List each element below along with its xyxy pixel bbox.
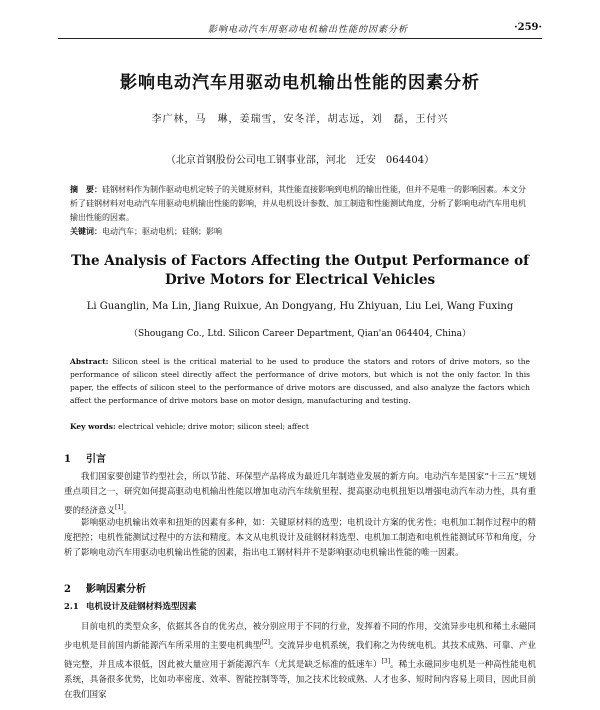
abstract-chinese — [70, 182, 530, 225]
abstract-cn-label: 摘 要： — [70, 184, 102, 194]
section-1-heading — [64, 450, 106, 465]
keywords-en-text: electrical vehicle; drive motor; silicon steel; affect — [115, 422, 309, 431]
citation-ref: [1] — [115, 504, 124, 511]
abstract-en-text: Silicon steel is the critical material to be used to produce the stators and rotors of drive motors, so the performance of silicon steel directly affect the performance of drive motors, but which is not the only factor. In this paper, the effects of silicon steel to the performance of drive motors are discussed, and also analyze the factors which affect the performance of drive motors base on motor design, manufacturing and testing. — [70, 357, 530, 405]
title-en-line2: Drive Motors for Electrical Vehicles — [164, 272, 436, 288]
section-2-1-number: 2.1 — [64, 602, 79, 612]
section-1-paragraph-1 — [64, 470, 536, 519]
abstract-cn-text: 硅钢材料作为制作驱动电机定转子的关键原材料，其性能直接影响到电机的输出性能，但并不是唯一的影响因素。本文分析了硅钢材料对电动汽车用驱动电机输出性能的影响，并从电机设计参数、加工制造和性能测试角度，分析了影响电动汽车用电机输出性能的因素。 — [70, 185, 526, 222]
section-2-number: 2 — [64, 584, 71, 595]
affiliation-chinese: （北京首钢股份公司电工钢事业部，河北 迁安 064404） — [165, 155, 435, 166]
authors-english: Li Guanglin, Ma Lin, Jiang Ruixue, An Dongyang, Hu Zhiyuan, Liu Lei, Wang Fuxing — [86, 301, 514, 312]
s21-p1-text-b: 。交流异步电机系统，我们称之为传统电机。其技术成熟、可靠、产业链完整，并且成本很低，因此被大量应用于新能源汽车（尤其是缺乏标准的低速车） — [64, 640, 536, 670]
page-number: ·259· — [514, 22, 542, 33]
keywords-cn-label: 关键词： — [70, 226, 102, 236]
section-2-heading — [64, 580, 146, 595]
abstract-english — [70, 355, 530, 407]
s1-p1-text-a: 我们国家要创建节约型社会，所以节能、环保型产品将成为最近几年制造业发展的新方向。电动汽车是国家“十三五”规划重点项目之一，研究如何提高驱动电机输出性能以增加电动汽车续航里程、提高驱动电机扭矩以增强电动汽车动力性，具有重要的经济意义 — [64, 472, 536, 516]
running-title: 影响电动汽车用驱动电机输出性能的因素分析 — [208, 25, 409, 35]
section-1-paragraph-2: 影响驱动电机输出效率和扭矩的因素有多种，如：关键原材料的选型；电机设计方案的优劣性；电机加工制作过程中的精度把控；电机性能测试过程中的方法和精度。本文从电机设计及硅钢材料选型、电机加工制造和电机性能测试环节和角度，分析了影响电动汽车用驱动电机输出性能的因素，指出电工钢材料并不是影响驱动电机输出性能的唯一因素。 — [64, 518, 536, 558]
keywords-cn-text: 电动汽车；驱动电机；硅钢；影响 — [102, 227, 222, 236]
section-2-1-heading — [64, 600, 197, 612]
abstract-en-label: Abstract: — [70, 357, 109, 366]
keywords-chinese — [70, 224, 530, 239]
section-2-1-paragraph-1 — [64, 620, 536, 703]
section-2-title: 影响因素分析 — [86, 584, 146, 595]
section-1-title: 引言 — [86, 454, 106, 465]
title-en-line1: The Analysis of Factors Affecting the Output Performance of — [71, 253, 529, 269]
section-2-1-title: 电机设计及硅钢材料选型因素 — [86, 602, 197, 612]
citation-ref: [3] — [381, 657, 391, 665]
s1-p1-text-b: 。 — [123, 505, 133, 516]
keywords-en-label: Key words: — [70, 422, 116, 431]
s21-p1-text-c: 。稀土永磁同步电机是一种高性能电机系统，具备很多优势，比如功率密度、效率、智能控制等等，加之技术比较成熟、人才也多、短时间内容易上项目，因此目前在我们国家 — [64, 659, 536, 700]
title-chinese: 影响电动汽车用驱动电机输出性能的因素分析 — [120, 73, 480, 93]
keywords-english — [70, 420, 530, 433]
title-english — [0, 252, 600, 290]
affiliation-english: （Shougang Co., Ltd. Silicon Career Department, Qian'an 064404, China） — [128, 329, 472, 339]
s21-p1-text-a: 目前电机的类型众多，依据其各自的优劣点，被分别应用于不同的行业，发挥着不同的作用，交流异步电机和稀土永磁同步电机是目前国内新能源汽车所采用的主要电机典型 — [64, 622, 536, 651]
section-1-number: 1 — [64, 454, 71, 465]
citation-ref: [2] — [261, 639, 270, 646]
running-header — [58, 20, 542, 39]
authors-chinese: 李广林，马 琳，姜瑞雪，安冬洋，胡志远，刘 磊，王付兴 — [151, 114, 449, 125]
